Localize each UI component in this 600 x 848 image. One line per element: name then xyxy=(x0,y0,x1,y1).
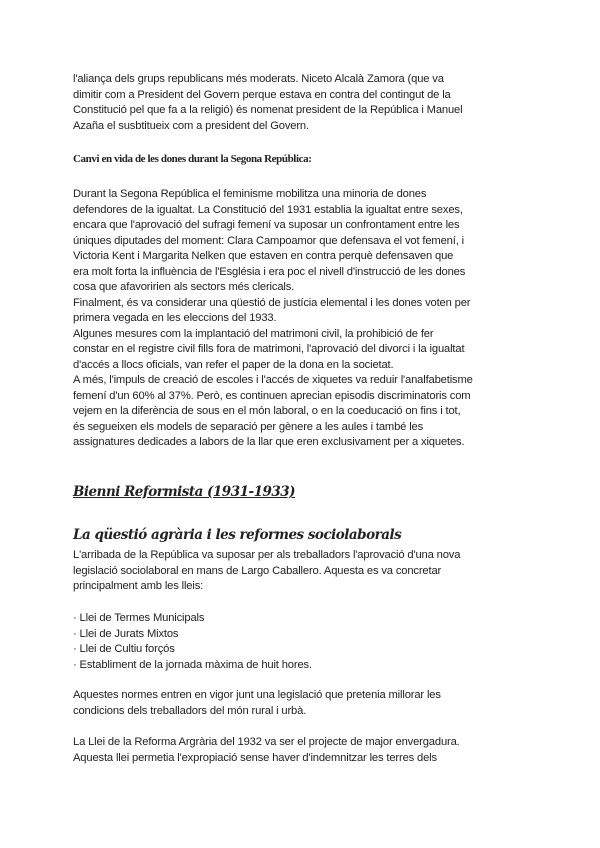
list-item: · Establiment de la jornada màxima de huit hores. xyxy=(73,658,533,674)
norms-paragraph: Aquestes normes entren en vigor junt una legislació que pretenia millorar les condicions dels treballadors del món rural i urbà. xyxy=(73,689,441,717)
list-item: · Llei de Jurats Mixtos xyxy=(73,627,533,643)
list-item: · Llei de Termes Municipals xyxy=(73,611,533,627)
intro-paragraph: l'aliança dels grups republicans més moderats. Niceto Alcalà Zamora (que va dimitir com a President del Govern perque estava en contra del contingut de la Constitució pel que fa a la religió) és nomenat president de la República i Manuel Azaña el susbtitueix com a president del Govern. xyxy=(73,73,463,132)
women-section-paragraph: Durant la Segona República el feminisme mobilitza una minoria de dones defendores de la igualtat. La Constitució del 1931 establia la igualtat entre sexes, encara que l'aprovació del sufragi femení va suposar un confrontament entre les úniques diputades del moment: Clara Campoamor que defensava el vot femení, i Victoria Kent i Margarita Nelken que estaven en contra perquè defensaven que era molt forta la influència de l'Església i era poc el nivell d'instrucció de les dones cosa que afavoririen als sectors més clericals. Finalment, és va considerar una qüestió de justícia elemental i les dones voten per primera vegada en les eleccions del 1933. Algunes mesures com la implantació del matrimoni civil, la prohibició de fer constar en el registre civil fills fora de matrimoni, l'aprovació del divorci i la igualtat d'accés a llocs oficials, van refer el paper de la dona en la societat. A més, l'impuls de creació de escoles i l'accés de xiquetes va reduir l'analfabetisme femení d'un 60% al 37%. Però, es continuen aprecian episodis discriminatoris com vejem en la diferència de sous en el món laboral, o en la coeducació on fins i tot, és segueixen els models de separació per gènere a les aules i també les assignatures dedicades a labors de la llar que eren exclusivament per a xiquetes. xyxy=(73,188,473,448)
agrarian-subheading: La qüestió agrària i les reformes sociolaborals xyxy=(73,527,402,543)
agrarian-reform-paragraph: La Llei de la Reforma Argrària del 1932 va ser el projecte de major envergadura. Aquesta llei permetia l'expropiació sense haver d'indemnitzar les terres dels xyxy=(73,736,460,764)
laws-list xyxy=(73,611,533,673)
sociolabor-paragraph: L'arribada de la República va suposar per als treballadors l'aprovació d'una nova legislació sociolaboral en mans de Largo Caballero. Aquesta es va concretar principalment amb les lleis: xyxy=(73,549,461,592)
women-section-heading: Canvi en vida de les dones durant la Segona República: xyxy=(73,153,312,165)
bienni-heading: Bienni Reformista (1931-1933) xyxy=(73,484,296,500)
list-item: · Llei de Cultiu forçós xyxy=(73,642,533,658)
